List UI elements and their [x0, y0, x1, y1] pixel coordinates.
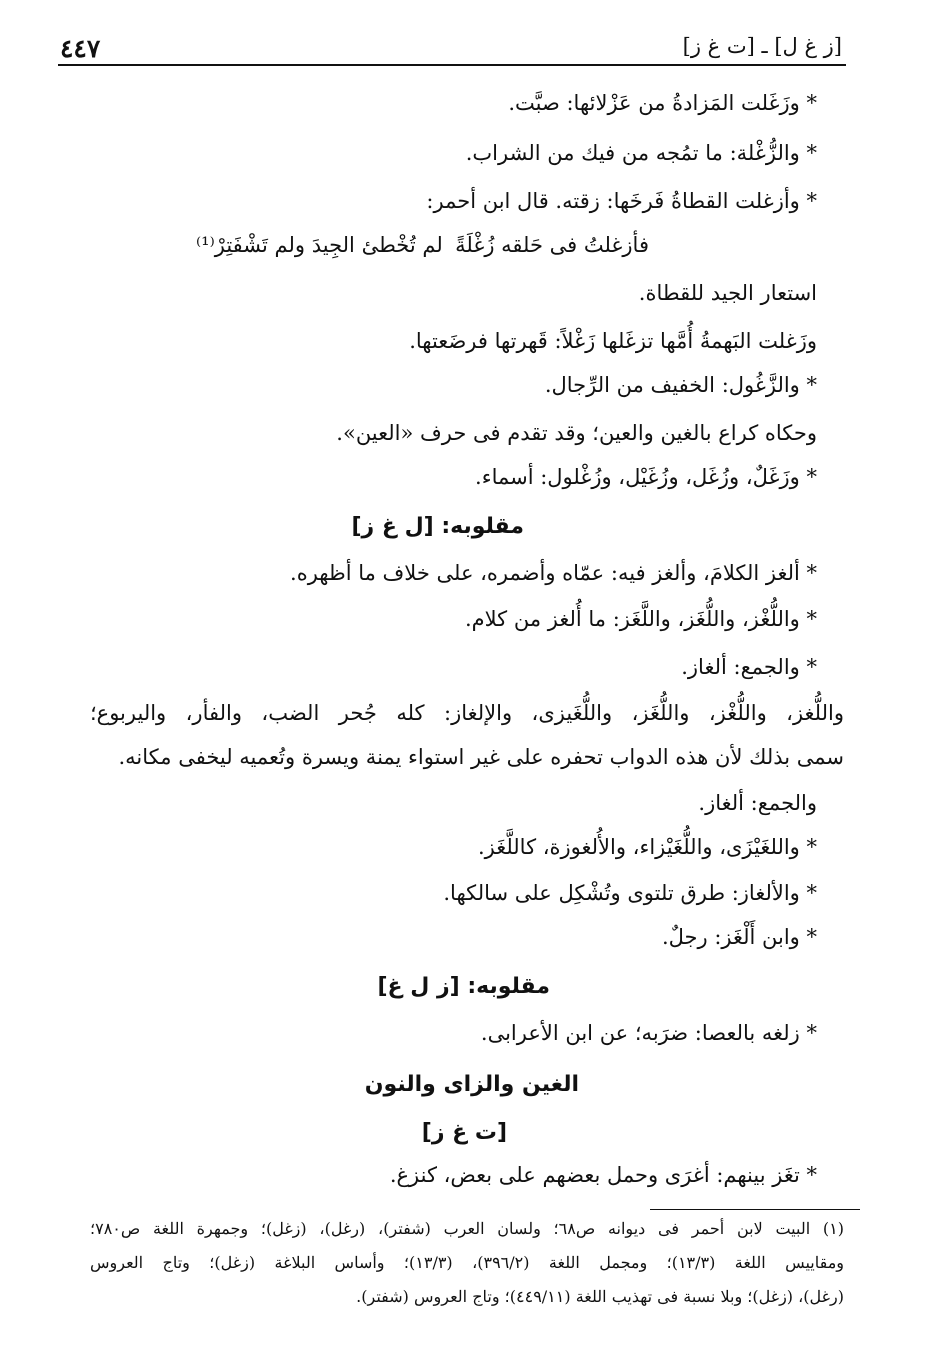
entry-line-15: والجمع: ألغاز.	[698, 791, 817, 815]
root-heading-tghz: [ت غ ز]	[421, 1120, 507, 1145]
entry-line-17: * والألغاز: طرق تلتوى وتُشْكِل على سالكها.	[443, 881, 817, 905]
section-heading-lghz: مقلوبه: [ل غ ز]	[351, 514, 524, 539]
chapter-heading: الغين والزاى والنون	[364, 1072, 579, 1097]
verse-second-hemistich: لم تُخْطئ الجِيدَ ولم تَشْفَتِرْ⁽¹⁾	[196, 233, 443, 257]
entry-line-14: سمى بذلك لأن هذه الدواب تحفره على غير استواء يمنة ويسرة وتُعميه ليخفى مكانه.	[118, 745, 844, 769]
entry-line-19: * زلغه بالعصا: ضرَبه؛ عن ابن الأعرابى.	[480, 1021, 817, 1045]
entry-line-16: * واللغَيْزَى، واللُّغَيْزاء، والأُلغوزة، كاللَّغَز.	[477, 835, 817, 859]
entry-line-1: * وزَغَلت المَزادةُ من عَزْلائها: صبَّت.	[508, 91, 817, 115]
entry-line-3: * وأزغلت القطاةُ فَرخَها: زقته. قال ابن أحمر:	[426, 189, 817, 213]
entry-line-2: * والزُّغْلة: ما تمُجه من فيك من الشراب.	[465, 141, 817, 165]
footnote-line-3: (رغل)، (زغل)؛ وبلا نسبة فى تهذيب اللغة (٤٤٩/١١)؛ وتاج العروس (شفتر).	[356, 1287, 844, 1306]
verse-first-hemistich: فأزغلتُ فى حَلقه زُغْلَةً	[455, 233, 649, 257]
entry-line-7: * والزَّغُول: الخفيف من الرِّجال.	[544, 373, 817, 397]
entry-line-10: * ألغز الكلامَ، وألغز فيه: عمّاه وأضمره، على خلاف ما أظهره.	[290, 561, 817, 585]
footnote-line-2: ومقاييس اللغة (١٣/٣)؛ ومجمل اللغة (٣٩٦/٢)، (١٣/٣)؛ وأساس البلاغة (زغل)؛ وتاج العروس	[90, 1253, 845, 1272]
entry-line-20: * تغَز بينهم: أغرَى وحمل بعضهم على بعض، كنزغ.	[389, 1163, 817, 1187]
entry-line-5: استعار الجيد للقطاة.	[638, 281, 817, 305]
footnote-line-1: (١) البيت لابن أحمر فى ديوانه ص٦٨؛ ولسان العرب (شفتر)، (رغل)، (زغل)؛ وجمهرة اللغة ص٧٨٠؛	[90, 1219, 845, 1238]
entry-line-9: * وزَغَلٌ، وزُغَل، وزُغَيْل، وزُغْلول: أسماء.	[475, 465, 817, 489]
entry-line-6: وزَغلت البَهمةُ أُمَّها تزغَلها زَغْلاً: قَهرتها فرضَعتها.	[409, 329, 817, 353]
entry-line-8: وحكاه كراع بالغين والعين؛ وقد تقدم فى حرف «العين».	[336, 421, 817, 445]
entry-line-13: واللُّغز، واللُّغْز، واللُّغَز، واللُّغَيزى، والإلغاز: كله جُحر الضب، والفأر، واليربوع؛	[90, 701, 844, 725]
running-head: [ز غ ل] ـ [ت غ ز]	[682, 34, 842, 58]
footnote-rule	[650, 1209, 860, 1210]
entry-line-12: * والجمع: ألغاز.	[681, 655, 817, 679]
page-number: ٤٤٧	[60, 34, 101, 63]
section-heading-zlgh: مقلوبه: [ز ل غ]	[377, 974, 550, 999]
header-rule	[58, 64, 846, 66]
entry-line-11: * واللُّغْز، واللُّغَز، واللَّغَز: ما أُلغز من كلام.	[464, 607, 817, 631]
entry-line-18: * وابن أَلْغَز: رجلٌ.	[661, 925, 817, 949]
